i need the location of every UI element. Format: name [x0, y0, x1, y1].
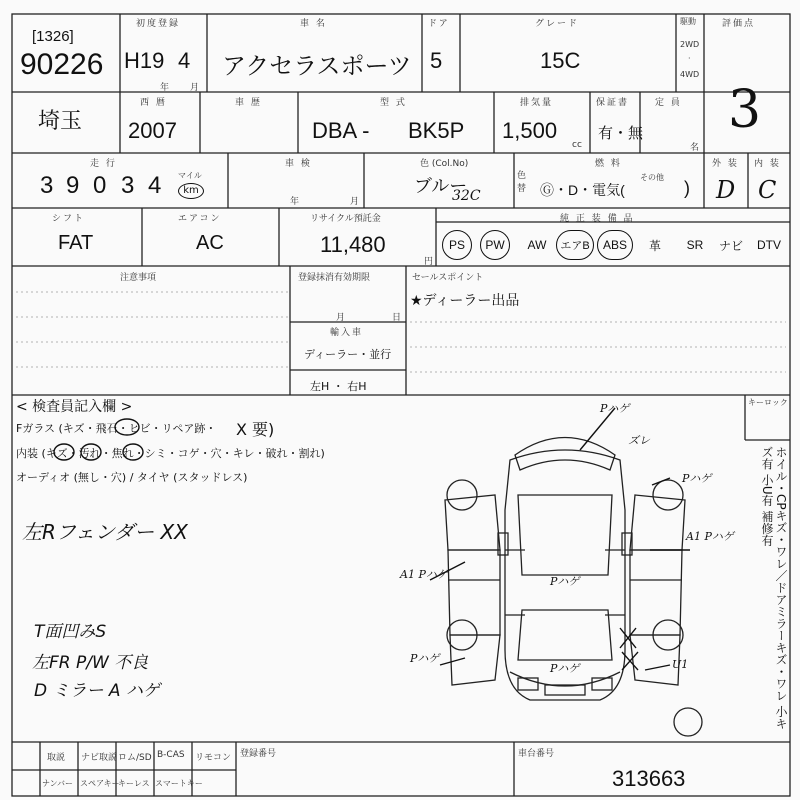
- exterior-label: 外 装: [712, 159, 739, 169]
- mileage-digit: 4: [148, 172, 162, 199]
- model-code: BK5P: [408, 118, 465, 143]
- ac-value: AC: [196, 232, 224, 254]
- handwritten-note: 左Rフェンダー XX: [22, 520, 188, 544]
- interior-line: 内装 (キズ・汚れ・焦れ・シミ・コゲ・穴・キレ・破れ・割れ): [16, 447, 325, 460]
- mileage-label: 走 行: [90, 159, 117, 169]
- warranty-value: 有・無: [598, 125, 644, 142]
- damage-mark: A1 Pハゲ: [686, 530, 734, 543]
- displacement-unit: cc: [572, 140, 582, 150]
- color-value: ブルー: [414, 176, 468, 196]
- handle-value: 左H ・ 右H: [310, 380, 367, 393]
- inspection-label: 車 検: [285, 159, 312, 169]
- side-legend: ホイル・CPキズ・ワレ／ドアミラーキズ・ワレ 小キズ有 小U有 補修有: [760, 446, 788, 730]
- damage-mark: ズレ: [628, 434, 650, 447]
- import-label: 輸入車: [330, 328, 364, 338]
- month-unit: 月: [190, 83, 202, 93]
- displacement: 1,500: [502, 118, 558, 143]
- equip-navi: ナビ: [718, 238, 743, 253]
- footer-item: リモコン: [195, 753, 232, 763]
- history-label: 車 歴: [235, 98, 262, 108]
- mileage-digit: 0: [93, 172, 107, 199]
- mileage-digit: 9: [66, 172, 80, 199]
- equip-abs: ABS: [597, 230, 633, 260]
- handwritten-note: 左FR P/W 不良: [32, 653, 149, 673]
- year-unit: 年: [160, 83, 172, 93]
- footer-item: ナンバー: [42, 779, 74, 788]
- door-count: 5: [430, 48, 443, 73]
- chassis-label: 車台番号: [518, 749, 555, 759]
- interior-label: 内 装: [754, 159, 781, 169]
- expiry-label: 登録抹消有効期限: [298, 273, 371, 283]
- shift-value: FAT: [58, 232, 94, 254]
- equip-pw: PW: [480, 230, 510, 260]
- grade-value: 15C: [540, 48, 581, 73]
- first-reg-label: 初度登録: [136, 19, 181, 29]
- car-name: アクセラスポーツ: [222, 53, 412, 80]
- glass-mark: X 要): [236, 420, 275, 439]
- color-change-label: 色替: [517, 171, 527, 194]
- recycle-unit: 円: [424, 257, 434, 267]
- score-value: 3: [728, 80, 762, 140]
- car-diagram: [400, 400, 745, 740]
- equip-airbag: エアB: [556, 230, 594, 260]
- score-label: 評価点: [722, 19, 756, 29]
- car-name-label: 車 名: [300, 19, 327, 29]
- warranty-label: 保証書: [596, 98, 630, 108]
- model-year: 2007: [128, 118, 177, 143]
- damage-mark: U1: [672, 658, 689, 671]
- recycle-label: リサイクル預託金: [310, 214, 381, 224]
- mileage-digit: 3: [40, 172, 54, 199]
- chassis-number: 313663: [612, 766, 686, 791]
- equip-ps: PS: [442, 230, 472, 260]
- equipment-label: 純 正 装 備 品: [560, 214, 635, 224]
- handwritten-note: T面凹みS: [34, 622, 107, 642]
- footer-item: B-CAS: [157, 750, 185, 760]
- door-label: ドア: [428, 19, 450, 29]
- inspection-month-unit: 月: [350, 197, 362, 207]
- mileage-unit-mile: マイル: [178, 171, 202, 180]
- footer-item: ナビ取説: [81, 753, 118, 763]
- damage-mark: Pハゲ: [600, 402, 630, 415]
- capacity-unit: 名: [690, 143, 702, 153]
- footer-item: スペアキー: [80, 779, 120, 788]
- grade-label: グレード: [535, 19, 580, 29]
- drive-4wd: 4WD: [680, 70, 700, 79]
- capacity-label: 定 員: [655, 98, 682, 108]
- lot-number: 90226: [20, 48, 104, 81]
- recycle-value: 11,480: [320, 232, 386, 257]
- mileage-unit-km: km: [178, 183, 204, 199]
- exterior-value: D: [716, 176, 736, 204]
- footer-item: 取説: [47, 753, 66, 763]
- drive-2wd: 2WD: [680, 40, 700, 49]
- footer-item: スマートキー: [155, 779, 203, 788]
- sales-point: ★ディーラー出品: [410, 293, 520, 309]
- sales-point-label: セールスポイント: [412, 273, 484, 283]
- inspector-section-label: < 検査員記入欄 >: [16, 399, 133, 415]
- footer-item: キーレス: [118, 779, 150, 788]
- model-label: 型 式: [380, 98, 407, 108]
- glass-line: Fガラス (キズ・飛石・ヒビ・リペア跡・: [16, 422, 217, 435]
- equip-leather: 革: [648, 238, 661, 253]
- displacement-label: 排気量: [520, 98, 554, 108]
- reg-number-label: 登録番号: [240, 749, 277, 759]
- damage-mark: Pハゲ: [550, 575, 580, 588]
- fuel-value: Ⓖ・D・電気(: [540, 182, 625, 198]
- import-value: ディーラー・並行: [304, 348, 392, 361]
- color-label: 色 (Col.No): [420, 159, 469, 169]
- color-code: 32C: [452, 188, 481, 204]
- fuel-label: 燃 料: [595, 159, 622, 169]
- region: 埼玉: [38, 108, 83, 133]
- model-prefix: DBA -: [312, 118, 370, 143]
- first-reg-month: 4: [178, 48, 191, 73]
- damage-mark: Pハゲ: [550, 662, 580, 675]
- notes-label: 注意事項: [120, 273, 157, 283]
- shift-label: シフト: [52, 214, 86, 224]
- interior-value: C: [758, 176, 777, 204]
- key-lock-label: キーロック: [748, 398, 788, 407]
- equip-aw: AW: [527, 238, 547, 252]
- damage-mark: Pハゲ: [410, 652, 440, 665]
- inspection-year-unit: 年: [290, 197, 302, 207]
- fuel-other-label: その他: [640, 173, 664, 182]
- equip-sunroof: SR: [686, 238, 704, 252]
- expiry-day-unit: 日: [392, 313, 404, 323]
- first-reg-era: H19: [124, 48, 165, 73]
- audio-line: オーディオ (無し・穴) / タイヤ (スタッドレス): [16, 471, 248, 484]
- damage-mark: A1 Pハゲ: [400, 568, 448, 581]
- lot-number-small: [1326]: [32, 28, 74, 45]
- drive-label: 駆動: [680, 17, 696, 26]
- footer-item: ロム/SD: [118, 753, 152, 763]
- damage-mark: Pハゲ: [682, 472, 712, 485]
- expiry-month-unit: 月: [336, 313, 348, 323]
- equip-dtv: DTV: [757, 238, 781, 252]
- handwritten-note: D ミラー A ハゲ: [34, 681, 160, 701]
- year-label: 西 暦: [140, 98, 167, 108]
- mileage-digit: 3: [121, 172, 135, 199]
- ac-label: エアコン: [178, 214, 222, 224]
